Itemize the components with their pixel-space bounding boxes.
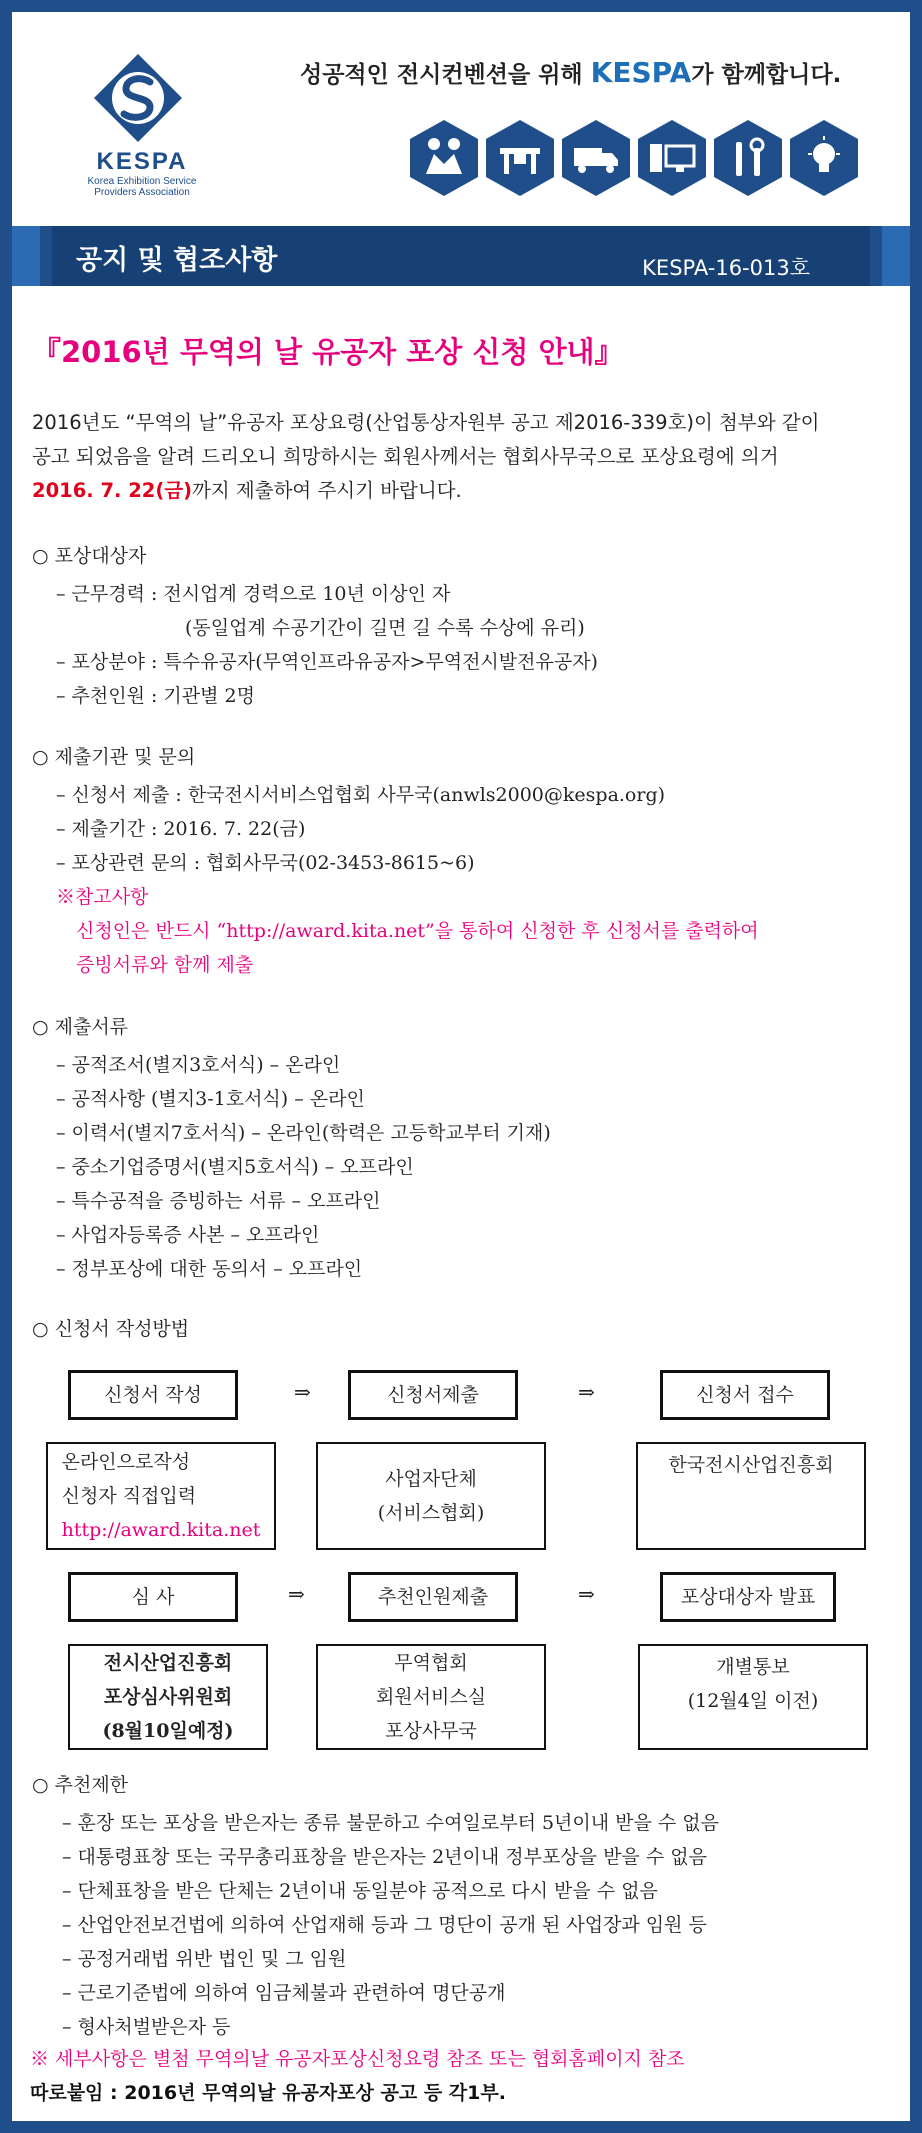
list-item: – 공정거래법 위반 법인 및 그 임원 bbox=[62, 1948, 347, 1970]
flow-detail-recommend-1: 무역협회 bbox=[394, 1652, 468, 1674]
flow-detail-announce-2: (12월4일 이전) bbox=[687, 1690, 819, 1712]
flow-detail-write bbox=[46, 1442, 276, 1550]
sec2-line-1: – 신청서 제출 : 한국전시서비스업협회 사무국(anwls2000@kespa.org) bbox=[56, 784, 666, 806]
deadline-date: 2016. 7. 22(금) bbox=[32, 479, 193, 502]
flow-detail-review-2: 포상심사위원회 bbox=[103, 1686, 233, 1708]
bar-title: 공지 및 협조사항 bbox=[76, 245, 278, 276]
flow-arrow: ⇒ bbox=[578, 1582, 595, 1606]
flow-detail-receive-1: 한국전시산업진흥회 bbox=[668, 1454, 834, 1476]
flow-arrow: ⇒ bbox=[294, 1380, 311, 1404]
computer-icon bbox=[636, 118, 708, 198]
list-item: – 중소기업증명서(별지5호서식) – 오프라인 bbox=[56, 1156, 414, 1178]
flow-detail-announce bbox=[638, 1644, 868, 1750]
detail-note: ※ 세부사항은 별첨 무역의날 유공자포상신청요령 참조 또는 협회홈페이지 참조 bbox=[30, 2048, 685, 2070]
sec2-reference-1: 신청인은 반드시 “http://award.kita.net”을 통하여 신청한 후 신청서를 출력하여 bbox=[76, 920, 759, 942]
slogan-post: 가 함께합니다. bbox=[691, 62, 842, 88]
flow-arrow: ⇒ bbox=[288, 1582, 305, 1606]
list-item: – 공적사항 (별지3-1호서식) – 온라인 bbox=[56, 1088, 365, 1110]
flow-detail-announce-1: 개별통보 bbox=[716, 1656, 790, 1678]
flow-step-submit: 신청서제출 bbox=[348, 1370, 518, 1420]
flow-detail-recommend-2: 회원서비스실 bbox=[375, 1686, 487, 1708]
sec1-title: ○ 포상대상자 bbox=[32, 545, 147, 567]
sec1-line-3: – 추천인원 : 기관별 2명 bbox=[56, 685, 255, 707]
slogan-brand: KESPA bbox=[590, 56, 692, 89]
intro-line-2: 공고 되었음을 알려 드리오니 희망하시는 회원사께서는 협회사무국으로 포상요령에 의거 bbox=[32, 445, 779, 468]
list-item: – 형사처벌받은자 등 bbox=[62, 2016, 231, 2038]
desk-icon bbox=[484, 118, 556, 198]
list-item: – 특수공적을 증빙하는 서류 – 오프라인 bbox=[56, 1190, 381, 1212]
flow-detail-write-url: http://award.kita.net bbox=[61, 1519, 261, 1541]
list-item: – 근로기준법에 의하여 임금체불과 관련하여 명단공개 bbox=[62, 1982, 506, 2004]
notice-heading: 『2016년 무역의 날 유공자 포상 신청 안내』 bbox=[32, 335, 624, 369]
list-item: – 사업자등록증 사본 – 오프라인 bbox=[56, 1224, 320, 1246]
sec1-line-1b: (동일업계 수공기간이 길면 길 수록 수상에 유리) bbox=[185, 617, 585, 639]
logo-subtitle-1: Korea Exhibition Service bbox=[87, 176, 197, 187]
handshake-icon bbox=[408, 118, 480, 198]
intro-line-1: 2016년도 “무역의 날”유공자 포상요령(산업통상자원부 공고 제2016-339호)이 첨부와 같이 bbox=[32, 411, 820, 434]
bar-stripe-right bbox=[882, 226, 910, 286]
flow-detail-recommend bbox=[316, 1644, 546, 1750]
flow-detail-review-1: 전시산업진흥회 bbox=[103, 1652, 233, 1674]
kespa-logo-mark bbox=[92, 52, 184, 144]
flow-step-write: 신청서 작성 bbox=[68, 1370, 238, 1420]
list-item: – 단체표창을 받은 단체는 2년이내 동일분야 공적으로 다시 받을 수 없음 bbox=[62, 1880, 658, 1902]
flow-detail-submit-1: 사업자단체 bbox=[385, 1468, 477, 1490]
list-item: – 산업안전보건법에 의하여 산업재해 등과 그 명단이 공개 된 사업장과 임원 등 bbox=[62, 1914, 707, 1936]
sec3-title: ○ 제출서류 bbox=[32, 1016, 129, 1038]
sec4-title: ○ 신청서 작성방법 bbox=[32, 1318, 190, 1340]
truck-icon bbox=[560, 118, 632, 198]
tools-icon bbox=[712, 118, 784, 198]
slogan bbox=[300, 56, 841, 89]
flow-detail-write-1: 온라인으로작성 bbox=[61, 1451, 191, 1473]
flow-step-review: 심 사 bbox=[68, 1572, 238, 1622]
flow-detail-review-3: (8월10일예정) bbox=[102, 1720, 234, 1742]
section-title-bar bbox=[12, 226, 910, 286]
flow-detail-submit bbox=[316, 1442, 546, 1550]
flow-detail-review bbox=[68, 1644, 268, 1750]
sec2-line-3: – 포상관련 문의 : 협회사무국(02-3453-8615~6) bbox=[56, 852, 475, 874]
list-item: – 이력서(별지7호서식) – 온라인(학력은 고등학교부터 기재) bbox=[56, 1122, 551, 1144]
list-item: – 정부포상에 대한 동의서 – 오프라인 bbox=[56, 1258, 363, 1280]
flow-step-recommend: 추천인원제출 bbox=[348, 1572, 518, 1622]
intro-line-3-text: 까지 제출하여 주시기 바랍니다. bbox=[192, 479, 462, 502]
logo-subtitle-2: Providers Association bbox=[94, 187, 190, 198]
flow-detail-receive bbox=[636, 1442, 866, 1550]
document-number: KESPA-16-013호 bbox=[642, 256, 810, 280]
intro-line-3 bbox=[32, 474, 902, 508]
sec1-line-2: – 포상분야 : 특수유공자(무역인프라유공자>무역전시발전유공자) bbox=[56, 651, 598, 673]
sec5-title: ○ 추천제한 bbox=[32, 1774, 129, 1796]
list-item: – 공적조서(별지3호서식) – 온라인 bbox=[56, 1054, 341, 1076]
logo-name: KESPA bbox=[96, 148, 188, 175]
sec2-title: ○ 제출기관 및 문의 bbox=[32, 746, 196, 768]
flow-arrow: ⇒ bbox=[578, 1380, 595, 1404]
sec1-line-1: – 근무경력 : 전시업계 경력으로 10년 이상인 자 bbox=[56, 583, 451, 605]
flow-detail-submit-2: (서비스협회) bbox=[377, 1502, 485, 1524]
bar-stripe-left bbox=[12, 226, 40, 286]
slogan-pre: 성공적인 전시컨벤션을 위해 bbox=[300, 62, 591, 88]
attachment-note: 따로붙임 : 2016년 무역의날 유공자포상 공고 등 각1부. bbox=[30, 2082, 506, 2104]
sec2-line-2: – 제출기간 : 2016. 7. 22(금) bbox=[56, 818, 306, 840]
sec2-reference-label: ※참고사항 bbox=[56, 886, 149, 908]
list-item: – 대통령표창 또는 국무총리표창을 받은자는 2년이내 정부포상을 받을 수 없음 bbox=[62, 1846, 707, 1868]
flow-detail-write-2: 신청자 직접입력 bbox=[61, 1485, 197, 1507]
flow-step-receive: 신청서 접수 bbox=[660, 1370, 830, 1420]
list-item: – 훈장 또는 포상을 받은자는 종류 불문하고 수여일로부터 5년이내 받을 수 없음 bbox=[62, 1812, 719, 1834]
kespa-logo bbox=[72, 52, 212, 198]
sec2-reference-2: 증빙서류와 함께 제출 bbox=[76, 954, 254, 976]
flow-step-announce: 포상대상자 발표 bbox=[660, 1572, 836, 1622]
lightbulb-icon bbox=[788, 118, 860, 198]
notice-intro bbox=[32, 406, 902, 508]
flow-detail-recommend-3: 포상사무국 bbox=[385, 1720, 477, 1742]
